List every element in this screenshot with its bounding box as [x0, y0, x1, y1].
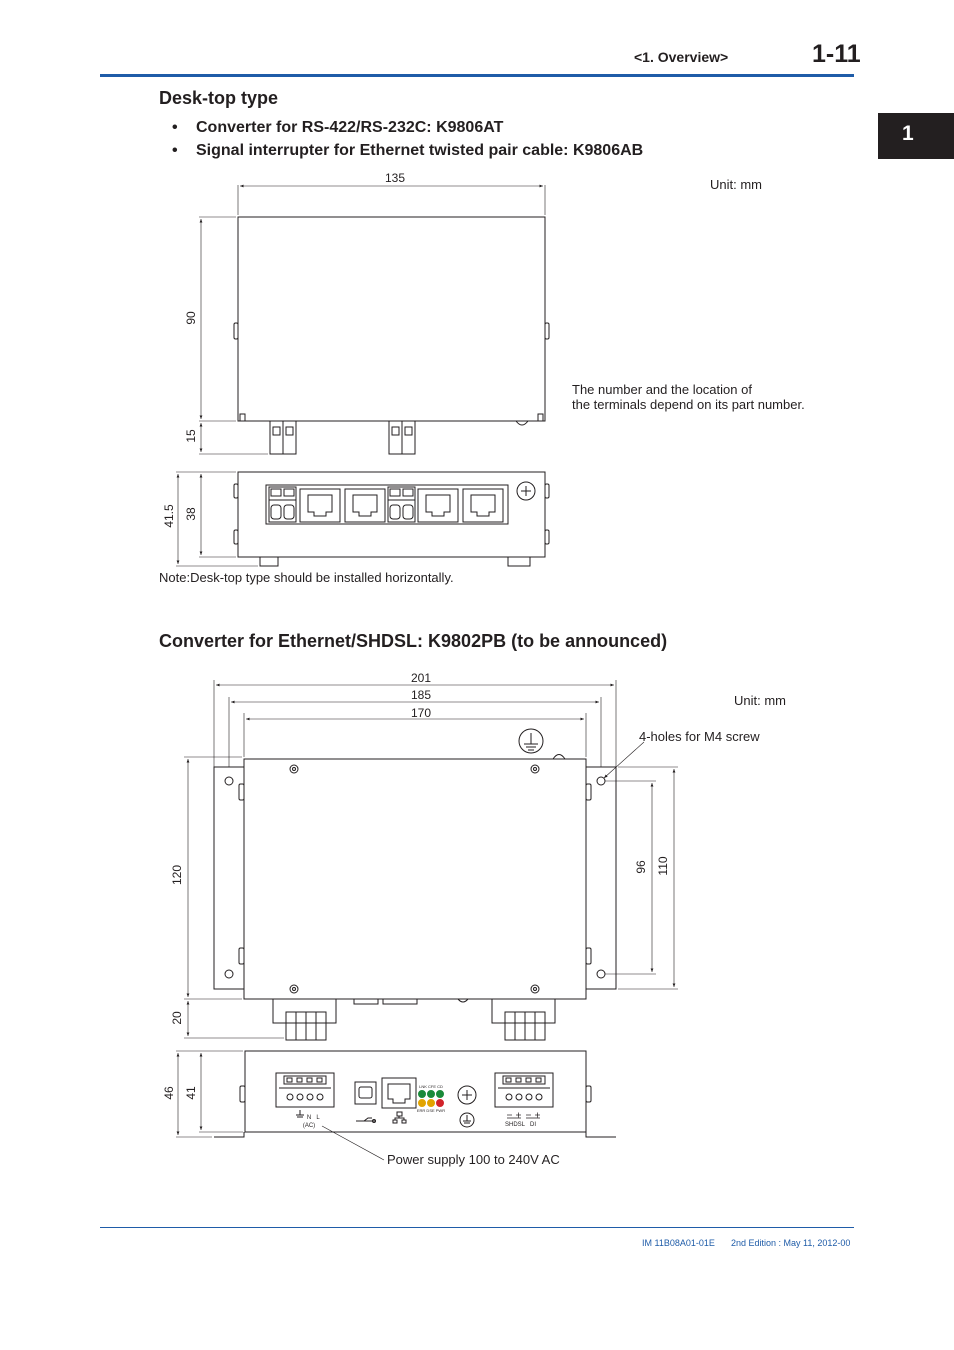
- shdsl-unit: Unit: mm: [734, 693, 786, 708]
- dim-15: 15: [184, 429, 198, 443]
- holes-label: 4-holes for M4 screw: [639, 729, 760, 744]
- front-terminal-block-2: [388, 487, 415, 522]
- mounting-hole: [225, 777, 233, 785]
- dim-41: 41: [184, 1086, 198, 1100]
- desktop-body-outline: [238, 217, 545, 421]
- bullet-text: Converter for RS-422/RS-232C: K9806AT: [196, 119, 504, 136]
- dim-201: 201: [410, 671, 432, 685]
- status-leds: [419, 1091, 444, 1107]
- dim-135: 135: [384, 171, 406, 185]
- polarity-marks: [507, 1113, 540, 1119]
- page-number: 1-11: [812, 40, 861, 68]
- ground-screw-icon: [517, 482, 535, 500]
- dim-41-5: 41.5: [162, 504, 176, 528]
- network-icon: [393, 1112, 406, 1123]
- protective-earth-icon: [519, 729, 543, 753]
- shdsl-terminal-block-top: [492, 999, 555, 1040]
- bullet-symbol: •: [172, 142, 178, 159]
- led-top-labels: LNK CFE CD: [419, 1084, 443, 1089]
- earth-symbol-icon: [296, 1110, 304, 1117]
- dim-96: 96: [634, 860, 648, 874]
- ac-l-label: L: [316, 1115, 320, 1121]
- usb-port: [355, 1082, 376, 1104]
- mounting-hole: [225, 970, 233, 978]
- screw-icon: [290, 985, 298, 993]
- ac-label: (AC): [302, 1123, 316, 1129]
- desktop-front-view: [176, 472, 549, 566]
- di-port-label: DI: [530, 1122, 536, 1128]
- bullet-symbol: •: [172, 119, 178, 136]
- mounting-hole: [597, 970, 605, 978]
- footer-edition: 2nd Edition : May 11, 2012-00: [731, 1238, 851, 1248]
- ground-screw-icon: [458, 1086, 476, 1104]
- bullet-text: Signal interrupter for Ethernet twisted pair cable: K9806AB: [196, 142, 644, 159]
- dim-170: 170: [410, 706, 432, 720]
- ac-terminal-block: [276, 1073, 334, 1107]
- desktop-top-view: [199, 185, 549, 454]
- screw-icon: [290, 765, 298, 773]
- ac-n-label: N: [306, 1115, 312, 1121]
- dim-120: 120: [170, 864, 184, 886]
- terminal-note-line-1: The number and the location of: [572, 382, 752, 397]
- desktop-title: Desk-top type: [159, 88, 279, 108]
- power-label: Power supply 100 to 240V AC: [387, 1152, 560, 1167]
- dim-46: 46: [162, 1086, 176, 1100]
- footer-rule: [100, 1227, 854, 1228]
- install-note: Note:Desk-top type should be installed horizontally.: [159, 570, 454, 585]
- front-terminal-block-1: [269, 487, 296, 522]
- dim-20: 20: [170, 1011, 184, 1025]
- front-rj45-port-1: [300, 489, 340, 522]
- terminal-note-line-2: the terminals depend on its part number.: [572, 397, 805, 412]
- desktop-terminal-block-2: [389, 421, 415, 454]
- desktop-unit: Unit: mm: [710, 177, 762, 192]
- screw-icon: [531, 765, 539, 773]
- protective-earth-icon: [460, 1113, 474, 1127]
- shdsl-body-outline: [244, 759, 586, 999]
- dim-90: 90: [184, 311, 198, 325]
- ethernet-port: [382, 1078, 416, 1108]
- desktop-terminal-block-1: [270, 421, 296, 454]
- front-rj45-port-2: [345, 489, 385, 522]
- dim-110: 110: [656, 856, 670, 876]
- usb-icon: [356, 1118, 376, 1123]
- mounting-hole: [597, 777, 605, 785]
- shdsl-front-view: [176, 1051, 616, 1160]
- shdsl-di-terminal-block: [495, 1073, 553, 1107]
- front-rj45-port-3: [418, 489, 458, 522]
- dim-38: 38: [184, 507, 198, 521]
- front-rj45-port-4: [463, 489, 503, 522]
- shdsl-title: Converter for Ethernet/SHDSL: K9802PB (to be announced): [159, 631, 668, 651]
- shdsl-port-label: SHDSL: [504, 1122, 526, 1128]
- dim-185: 185: [410, 688, 432, 702]
- ground-terminal-top: [553, 755, 565, 760]
- section-title: <1. Overview>: [634, 49, 729, 65]
- screw-icon: [531, 985, 539, 993]
- footer-doc-id: IM 11B08A01-01E: [642, 1238, 715, 1248]
- led-bottom-labels: ERR DSE PWR: [416, 1108, 446, 1113]
- ac-terminal-block-top: [273, 999, 336, 1040]
- shdsl-top-view: [184, 680, 678, 1040]
- chapter-number: 1: [902, 122, 914, 145]
